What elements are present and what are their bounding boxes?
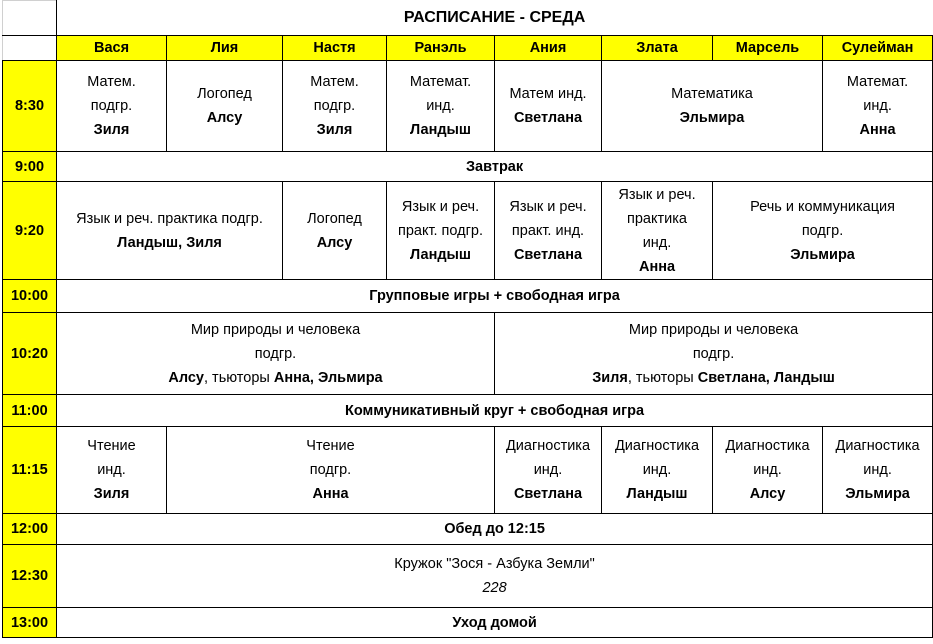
lesson-tutors: Светлана, Ландыш xyxy=(697,369,835,386)
lesson-cell xyxy=(823,427,933,514)
lesson-staff xyxy=(497,366,930,390)
lesson-format: подгр. xyxy=(254,345,297,362)
lesson-subject: Язык и реч. практика подгр. xyxy=(76,210,263,227)
lesson-teacher: Светлана xyxy=(513,486,583,502)
lesson-teacher: Алсу xyxy=(168,369,204,386)
lesson-subject: Матем. xyxy=(310,74,359,90)
lesson-cell xyxy=(602,61,823,152)
student-name: Злата xyxy=(602,36,713,61)
lesson-teacher: Зиля xyxy=(93,486,130,502)
student-name: Сулейман xyxy=(823,36,933,61)
lesson-subject: Матем инд. xyxy=(509,86,587,102)
lesson-cell xyxy=(495,182,602,280)
lesson-subject: Мир природы и человека xyxy=(190,321,361,338)
time-cell: 12:00 xyxy=(3,514,57,545)
lesson-subject: Язык и реч. xyxy=(618,186,696,203)
lesson-cell xyxy=(387,182,495,280)
lesson-teacher: Ландыш xyxy=(409,246,472,263)
lesson-format: инд. xyxy=(642,234,672,251)
row-1200 xyxy=(3,514,933,545)
lesson-cell xyxy=(495,427,602,514)
lesson-subject: Математ. xyxy=(409,74,472,90)
row-1230 xyxy=(3,545,933,608)
lesson-teacher: Ландыш xyxy=(626,486,688,502)
lesson-cell xyxy=(602,427,713,514)
lesson-format: инд. xyxy=(863,98,892,114)
event-cell: Обед до 12:15 xyxy=(57,514,933,545)
club-name: Кружок "Зося - Азбука Земли" xyxy=(394,556,595,572)
time-cell: 9:20 xyxy=(3,182,57,280)
lesson-teacher: Эльмира xyxy=(790,246,855,263)
lesson-teacher: Анна xyxy=(312,486,349,502)
lesson-subject: Логопед xyxy=(197,86,252,102)
lesson-cell xyxy=(602,182,713,280)
row-1020 xyxy=(3,313,933,395)
lesson-teacher: Зиля xyxy=(592,369,628,386)
lesson-subject: Диагностика xyxy=(725,438,810,454)
lesson-subject: Диагностика xyxy=(835,438,920,454)
lesson-format: подгр. xyxy=(692,345,735,362)
lesson-teacher: Алсу xyxy=(749,486,786,502)
lesson-cell xyxy=(57,61,167,152)
lesson-cell xyxy=(495,313,933,395)
lesson-subject-cont: практика xyxy=(627,210,687,227)
row-1000 xyxy=(3,280,933,313)
lesson-subject: Чтение xyxy=(87,438,136,454)
club-room: 228 xyxy=(482,580,507,596)
lesson-teacher: Эльмира xyxy=(679,110,745,126)
lesson-teacher: Ландыш, Зиля xyxy=(117,234,222,251)
time-cell: 11:15 xyxy=(3,427,57,514)
lesson-subject: Речь и коммуникация xyxy=(750,198,895,215)
event-cell: Уход домой xyxy=(57,608,933,638)
lesson-format: подгр. xyxy=(313,98,356,114)
schedule-table xyxy=(2,0,933,638)
student-name: Ания xyxy=(495,36,602,61)
lesson-subject: Мир природы и человека xyxy=(628,321,799,338)
student-name: Настя xyxy=(283,36,387,61)
lesson-teacher: Алсу xyxy=(316,234,353,251)
lesson-format: инд. xyxy=(642,462,672,478)
event-cell: Групповые игры + свободная игра xyxy=(57,280,933,313)
tutors-label: , тьюторы xyxy=(627,369,698,386)
lesson-format: подгр. xyxy=(801,222,844,239)
row-1300 xyxy=(3,608,933,638)
lesson-format: подгр. xyxy=(309,462,352,478)
student-name: Вася xyxy=(57,36,167,61)
row-1100 xyxy=(3,395,933,427)
lesson-subject: Диагностика xyxy=(505,438,591,454)
lesson-cell xyxy=(713,182,933,280)
lesson-subject: Математика xyxy=(671,86,753,102)
time-cell: 10:00 xyxy=(3,280,57,313)
student-name: Лия xyxy=(167,36,283,61)
lesson-cell xyxy=(495,61,602,152)
lesson-cell xyxy=(57,313,495,395)
lesson-cell xyxy=(167,61,283,152)
lesson-cell xyxy=(283,61,387,152)
lesson-cell xyxy=(283,182,387,280)
lesson-cell xyxy=(57,182,283,280)
lesson-teacher: Эльмира xyxy=(845,486,910,502)
row-0830 xyxy=(3,61,933,152)
row-0920 xyxy=(3,182,933,280)
lesson-subject: Математ. xyxy=(846,74,909,90)
title-row xyxy=(3,1,933,36)
lesson-teacher: Алсу xyxy=(206,110,243,126)
title-blank-cell xyxy=(3,1,57,36)
lesson-format: инд. xyxy=(426,98,455,114)
lesson-cell xyxy=(823,61,933,152)
header-row xyxy=(3,36,933,61)
lesson-tutors: Анна, Эльмира xyxy=(273,369,383,386)
lesson-cell xyxy=(713,427,823,514)
lesson-subject: Логопед xyxy=(307,210,362,227)
lesson-format: инд. xyxy=(863,462,892,478)
row-0900 xyxy=(3,152,933,182)
page-title: РАСПИСАНИЕ - СРЕДА xyxy=(57,1,933,36)
lesson-subject: Язык и реч. xyxy=(401,198,480,215)
lesson-cell xyxy=(167,427,495,514)
student-name: Ранэль xyxy=(387,36,495,61)
lesson-cell xyxy=(57,427,167,514)
time-cell: 11:00 xyxy=(3,395,57,427)
lesson-subject: Язык и реч. xyxy=(509,198,587,215)
lesson-teacher: Светлана xyxy=(513,110,583,126)
lesson-format: инд. xyxy=(533,462,563,478)
lesson-subject: Матем. xyxy=(87,74,136,90)
event-cell: Завтрак xyxy=(57,152,933,182)
lesson-teacher: Зиля xyxy=(316,122,353,138)
lesson-format: инд. xyxy=(753,462,782,478)
lesson-format: практ. подгр. xyxy=(397,222,484,239)
club-cell xyxy=(57,545,933,608)
lesson-teacher: Анна xyxy=(638,258,676,275)
time-cell: 9:00 xyxy=(3,152,57,182)
time-cell: 10:20 xyxy=(3,313,57,395)
tutors-label: , тьюторы xyxy=(204,369,274,386)
lesson-teacher: Ландыш xyxy=(409,122,472,138)
lesson-format: подгр. xyxy=(90,98,133,114)
lesson-teacher: Светлана xyxy=(513,246,583,263)
lesson-format: практ. инд. xyxy=(511,222,585,239)
lesson-subject: Чтение xyxy=(306,438,355,454)
lesson-subject: Диагностика xyxy=(614,438,700,454)
time-cell: 8:30 xyxy=(3,61,57,152)
lesson-teacher: Анна xyxy=(859,122,896,138)
header-blank-cell xyxy=(3,36,57,61)
lesson-teacher: Зиля xyxy=(93,122,130,138)
time-cell: 12:30 xyxy=(3,545,57,608)
event-cell: Коммуникативный круг + свободная игра xyxy=(57,395,933,427)
lesson-cell xyxy=(387,61,495,152)
time-cell: 13:00 xyxy=(3,608,57,638)
lesson-format: инд. xyxy=(97,462,126,478)
row-1115 xyxy=(3,427,933,514)
student-name: Марсель xyxy=(713,36,823,61)
lesson-staff xyxy=(59,366,492,390)
